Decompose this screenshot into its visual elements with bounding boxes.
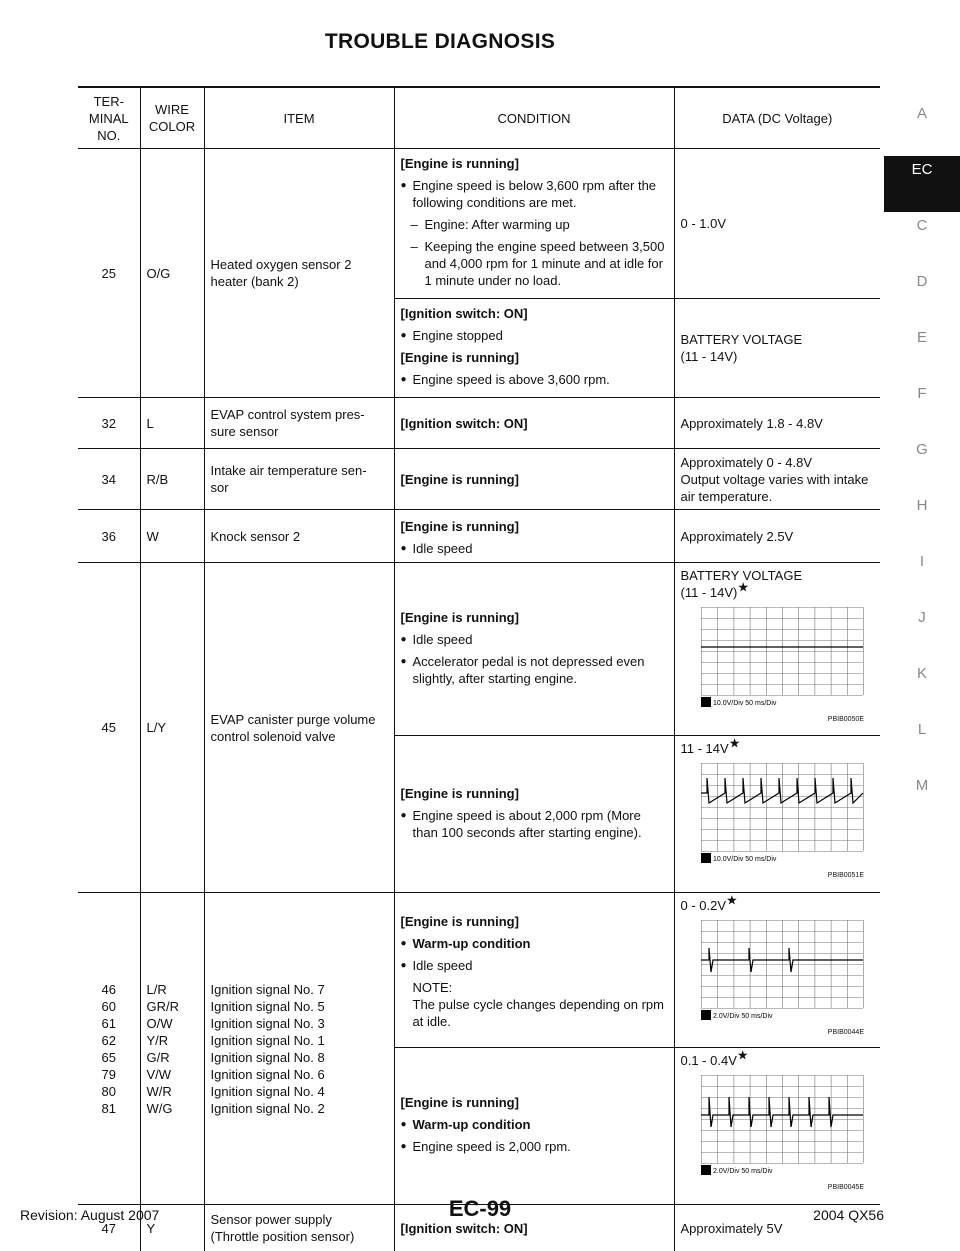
scope-scale: 10.0V/Div 50 ms/Div — [713, 700, 777, 707]
waveform-graph — [701, 920, 865, 1020]
condition-bullet: ● Idle speed — [401, 631, 668, 648]
condition-dash: – Engine: After warming up — [401, 216, 668, 233]
table-row — [78, 510, 880, 563]
wire-cell: R/B — [140, 449, 204, 510]
star-icon: ★ — [726, 893, 738, 908]
condition-cell — [394, 510, 674, 563]
condition-bullet: ● Idle speed — [401, 540, 668, 557]
star-icon: ★ — [737, 1048, 749, 1063]
table-row — [78, 563, 880, 736]
section-tab-k[interactable]: K — [884, 660, 960, 716]
wire-cell: L/Y — [140, 563, 204, 893]
condition-bullet: ● Warm-up condition — [401, 935, 668, 952]
condition-heading: [Engine is running] — [401, 609, 668, 626]
item-cell: Knock sensor 2 — [204, 510, 394, 563]
data-cell: BATTERY VOLTAGE (11 - 14V) — [674, 299, 880, 398]
waveform-graph — [701, 763, 865, 863]
item-cell: Heated oxygen sensor 2 heater (bank 2) — [204, 149, 394, 398]
footer-model: 2004 QX56 — [813, 1207, 884, 1223]
condition-cell — [394, 893, 674, 1048]
star-icon: ★ — [737, 580, 749, 595]
condition-bullet: ● Accelerator pedal is not depressed even slightly, after starting engine. — [401, 653, 668, 687]
condition-heading: [Engine is running] — [401, 913, 668, 930]
note-label: NOTE: — [413, 979, 668, 996]
section-tab-h[interactable]: H — [884, 492, 960, 548]
condition-bullet: ● Engine speed is 2,000 rpm. — [401, 1138, 668, 1155]
section-tab-c[interactable]: C — [884, 212, 960, 268]
table-row — [78, 449, 880, 510]
scope-trace — [701, 778, 863, 803]
scope-scale: 2.0V/Div 50 ms/Div — [713, 1013, 773, 1020]
col-item-header: ITEM — [204, 88, 394, 149]
diagnosis-table — [78, 88, 880, 1251]
data-cell — [674, 893, 880, 1048]
footer-revision: Revision: August 2007 — [20, 1207, 159, 1223]
scope-marker — [701, 697, 711, 707]
condition-cell — [394, 149, 674, 299]
section-tab-g[interactable]: G — [884, 436, 960, 492]
scope-grid — [701, 1075, 864, 1164]
terminal-cell: 47 — [78, 1205, 140, 1251]
terminal-cell: 46 60 61 62 65 79 80 81 — [78, 893, 140, 1205]
data-cell: Approximately 1.8 - 4.8V — [674, 398, 880, 449]
condition-heading: [Engine is running] — [401, 518, 668, 535]
section-tab-m[interactable]: M — [884, 772, 960, 828]
condition-heading: [Ignition switch: ON] — [401, 1220, 668, 1237]
scope-scale: 2.0V/Div 50 ms/Div — [713, 1168, 773, 1175]
wire-cell: Y — [140, 1205, 204, 1251]
wire-cell: L/R GR/R O/W Y/R G/R V/W W/R W/G — [140, 893, 204, 1205]
condition-cell — [394, 299, 674, 398]
col-data-header: DATA (DC Voltage) — [674, 88, 880, 149]
col-terminal-header: TER- MINAL NO. — [78, 88, 140, 149]
oscilloscope-waveform — [701, 763, 875, 884]
section-tab-i[interactable]: I — [884, 548, 960, 604]
scope-trace — [701, 948, 863, 972]
condition-bullet: ● Idle speed — [401, 957, 668, 974]
condition-heading: [Engine is running] — [401, 471, 668, 488]
scope-marker — [701, 853, 711, 863]
section-tab-e[interactable]: E — [884, 324, 960, 380]
data-value: BATTERY VOLTAGE — [681, 567, 875, 584]
scope-grid — [701, 920, 864, 1009]
table-row — [78, 893, 880, 1048]
section-tab-j[interactable]: J — [884, 604, 960, 660]
condition-cell — [394, 449, 674, 510]
condition-heading: [Engine is running] — [401, 155, 668, 172]
condition-bullet: ● Engine speed is about 2,000 rpm (More than 100 seconds after starting engine). — [401, 807, 668, 841]
waveform-graph — [701, 607, 865, 707]
terminal-cell: 34 — [78, 449, 140, 510]
figure-code: PBIB0044E — [701, 1024, 875, 1041]
condition-dash: – Keeping the engine speed between 3,500 and 4,000 rpm for 1 minute and at idle for 1 minute under no load. — [401, 238, 668, 289]
scope-marker — [701, 1165, 711, 1175]
section-tab-a[interactable]: A — [884, 100, 960, 156]
section-tab-d[interactable]: D — [884, 268, 960, 324]
condition-heading: [Ignition switch: ON] — [401, 305, 668, 322]
section-tab-l[interactable]: L — [884, 716, 960, 772]
scope-grid — [701, 607, 864, 696]
data-cell — [674, 563, 880, 736]
data-cell: Approximately 0 - 4.8V Output voltage varies with intake air temperature. — [674, 449, 880, 510]
col-wire-header: WIRE COLOR — [140, 88, 204, 149]
figure-code: PBIB0051E — [701, 867, 875, 884]
item-cell: Sensor power supply (Throttle position sensor) — [204, 1205, 394, 1251]
section-index — [884, 100, 960, 828]
terminal-cell: 45 — [78, 563, 140, 893]
table-row — [78, 398, 880, 449]
section-tab-f[interactable]: F — [884, 380, 960, 436]
item-cell: EVAP canister purge volume control solenoid valve — [204, 563, 394, 893]
condition-cell — [394, 736, 674, 893]
condition-heading: [Engine is running] — [401, 785, 668, 802]
section-tab-ec[interactable]: EC — [884, 156, 960, 212]
data-cell: Approximately 2.5V — [674, 510, 880, 563]
note-text: The pulse cycle changes depending on rpm at idle. — [413, 997, 665, 1029]
star-icon: ★ — [729, 736, 741, 751]
data-cell: 0 - 1.0V — [674, 149, 880, 299]
col-condition-header: CONDITION — [394, 88, 674, 149]
condition-heading: [Engine is running] — [401, 1094, 668, 1111]
terminal-cell: 32 — [78, 398, 140, 449]
data-cell — [674, 736, 880, 893]
condition-heading: [Ignition switch: ON] — [401, 415, 668, 432]
page-title: TROUBLE DIAGNOSIS — [0, 30, 880, 54]
data-value: 0.1 - 0.4V — [681, 1053, 737, 1068]
data-cell — [674, 1048, 880, 1205]
wire-cell: O/G — [140, 149, 204, 398]
figure-code: PBIB0050E — [701, 711, 875, 728]
terminal-cell: 36 — [78, 510, 140, 563]
data-value: 11 - 14V — [681, 741, 729, 756]
scope-trace — [701, 1097, 863, 1127]
oscilloscope-waveform — [701, 1075, 875, 1196]
oscilloscope-waveform — [701, 920, 875, 1041]
condition-heading: [Engine is running] — [401, 349, 668, 366]
scope-grid — [701, 763, 864, 852]
wire-cell: W — [140, 510, 204, 563]
condition-bullet: ● Engine stopped — [401, 327, 668, 344]
condition-bullet: ● Engine speed is above 3,600 rpm. — [401, 371, 668, 388]
condition-cell — [394, 563, 674, 736]
table-header — [78, 88, 880, 149]
scope-marker — [701, 1010, 711, 1020]
wire-cell: L — [140, 398, 204, 449]
footer-page-number: EC-99 — [0, 1196, 960, 1222]
data-cell: Approximately 5V — [674, 1205, 880, 1251]
condition-cell — [394, 1048, 674, 1205]
item-cell: EVAP control system pres- sure sensor — [204, 398, 394, 449]
condition-bullet: ● Warm-up condition — [401, 1116, 668, 1133]
item-cell: Ignition signal No. 7 Ignition signal No. 5 Ignition signal No. 3 Ignition signal No. 1 Ignition signal No. 8 Ignition signal No. 6 Ignition signal No. 4 Ignition signal No. 2 — [204, 893, 394, 1205]
terminal-cell: 25 — [78, 149, 140, 398]
data-value: 0 - 0.2V — [681, 898, 727, 913]
scope-scale: 10.0V/Div 50 ms/Div — [713, 856, 777, 863]
table-row — [78, 149, 880, 299]
data-value: (11 - 14V) — [681, 585, 738, 600]
condition-bullet: ● Engine speed is below 3,600 rpm after the following conditions are met. — [401, 177, 668, 211]
item-cell: Intake air temperature sen- sor — [204, 449, 394, 510]
figure-code: PBIB0045E — [701, 1179, 875, 1196]
condition-cell — [394, 398, 674, 449]
oscilloscope-waveform — [701, 607, 875, 728]
waveform-graph — [701, 1075, 865, 1175]
